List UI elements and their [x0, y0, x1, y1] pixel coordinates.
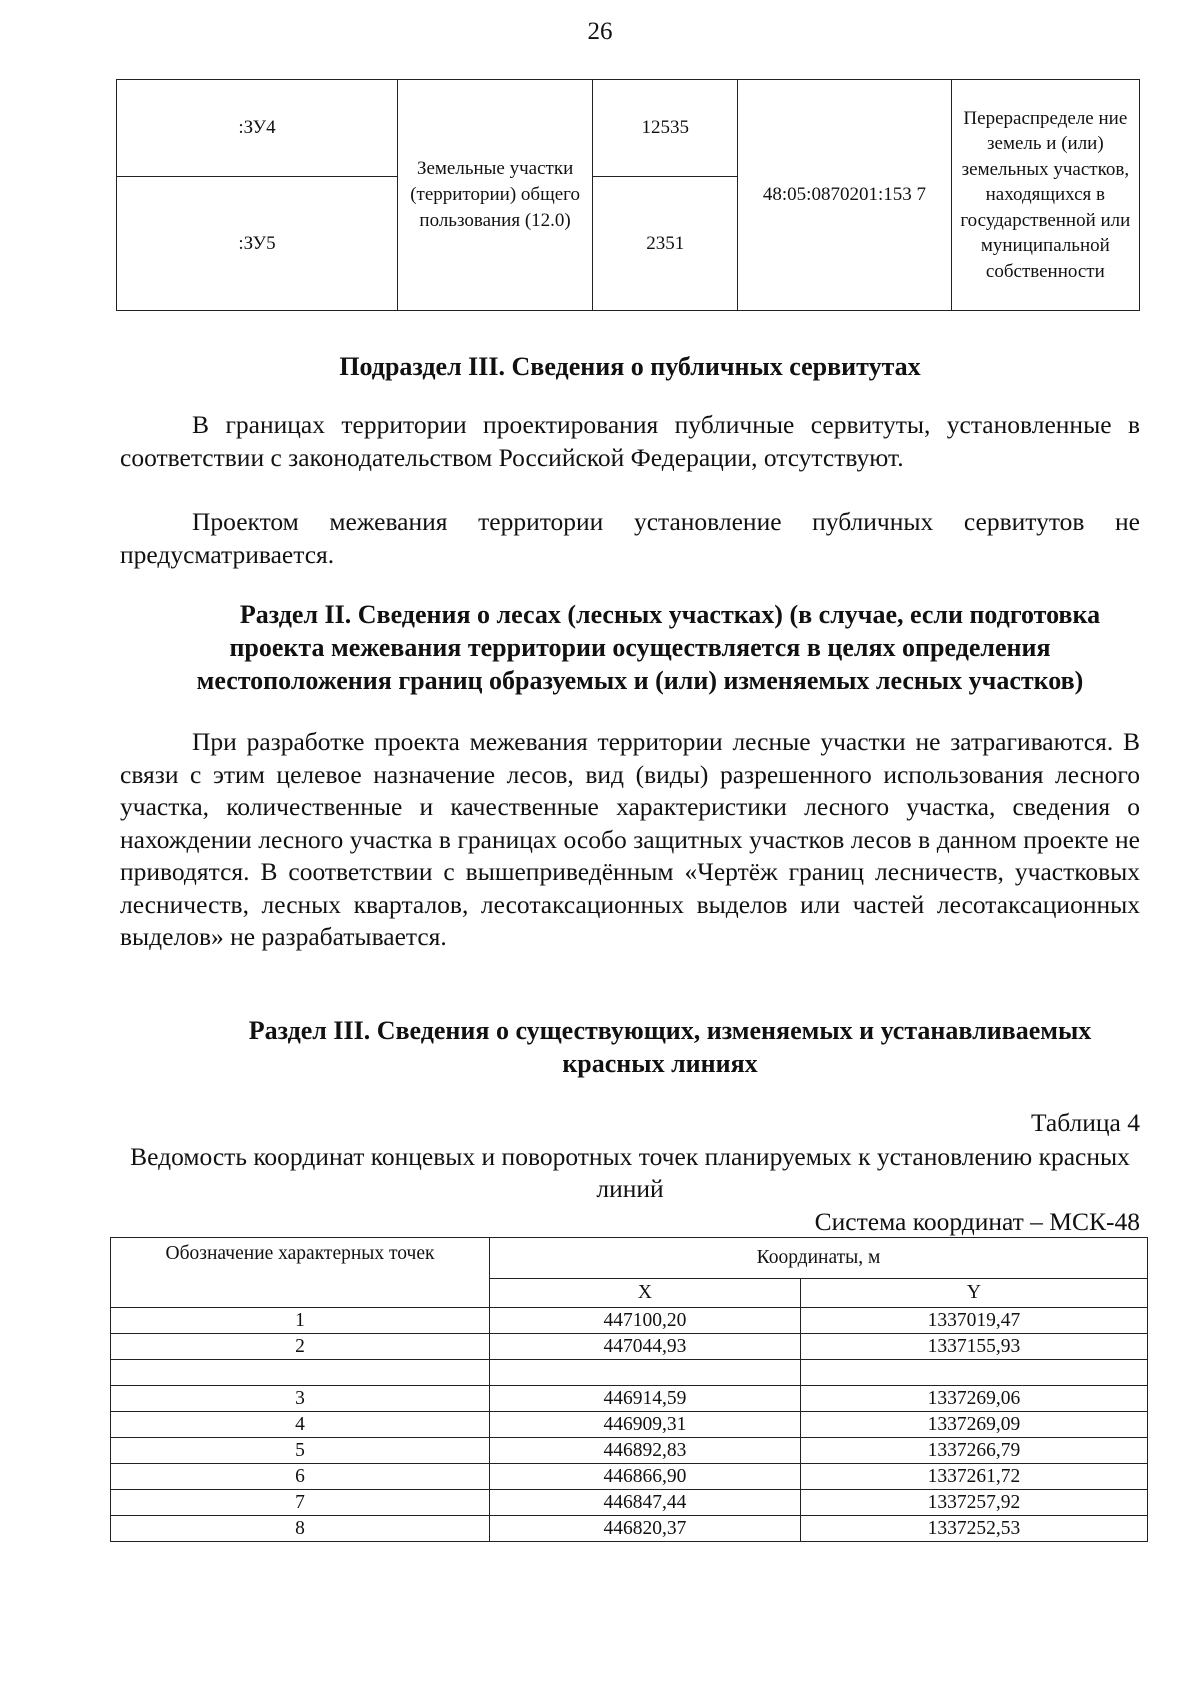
y-cell: 1337155,93: [800, 1334, 1147, 1360]
table-row: [111, 1308, 1148, 1334]
coordinates-table: [110, 1237, 1148, 1542]
x-cell: 447100,20: [490, 1308, 801, 1334]
y-cell: [800, 1360, 1147, 1386]
x-cell: 446866,90: [490, 1464, 801, 1490]
method-cell: Перераспределе ние земель и (или) земельных участков, находящихся в государственной или муниципальной собственности: [951, 80, 1139, 311]
servitudes-paragraph-2: Проектом межевания территории установление публичных сервитутов не предусматривается.: [120, 507, 1140, 569]
table-row: [111, 1490, 1148, 1516]
point-cell: 4: [111, 1412, 490, 1438]
table-row: [111, 1386, 1148, 1412]
points-header: Обозначение характерных точек: [111, 1238, 490, 1308]
point-cell: [111, 1360, 490, 1386]
table-row: [111, 1438, 1148, 1464]
table-title: Ведомость координат концевых и поворотных точек планируемых к установлению красных линий: [130, 1142, 1130, 1203]
x-cell: 446847,44: [490, 1490, 801, 1516]
plot-label-cell: :ЗУ5: [117, 177, 398, 311]
table-row: [111, 1334, 1148, 1360]
table-row: [111, 1516, 1148, 1542]
y-header: Y: [800, 1279, 1147, 1308]
area-cell: 12535: [593, 80, 738, 177]
y-cell: 1337269,09: [800, 1412, 1147, 1438]
table-row: [117, 80, 1140, 177]
x-cell: 446892,83: [490, 1438, 801, 1464]
x-header: X: [490, 1279, 801, 1308]
x-cell: 446909,31: [490, 1412, 801, 1438]
cadastral-cell: 48:05:0870201:153 7: [738, 80, 951, 311]
x-cell: 447044,93: [490, 1334, 801, 1360]
forests-paragraph: При разработке проекта межевания территории лесные участки не затрагиваются. В связи с этим целевое назначение лесов, вид (виды) разрешенного использования лесного участка, количественные и качественные характеристики лесного участка, сведения о нахождении лесного участка в границах особо защитных участков лесов в данном проекте не приводятся. В соответствии с вышеприведённым «Чертёж границ лесничеств, участковых лесничеств, лесных кварталов, лесотаксационных выделов или частей лесотаксационных выделов» не разрабатывается.: [120, 727, 1140, 951]
y-cell: 1337257,92: [800, 1490, 1147, 1516]
table-caption: Таблица 4: [1030, 1108, 1140, 1137]
y-cell: 1337266,79: [800, 1438, 1147, 1464]
servitudes-paragraph-1: В границах территории проектирования публичные сервитуты, установленные в соответствии с законодательством Российской Федерации, отсутствуют.: [120, 410, 1140, 472]
coordinate-system: Система координат – МСК-48: [814, 1207, 1140, 1236]
page-number: 26: [587, 18, 613, 45]
red-lines-heading: Раздел III. Сведения о существующих, изменяемых и устанавливаемых красных линиях: [248, 1016, 1092, 1078]
table-row: [111, 1464, 1148, 1490]
x-cell: 446820,37: [490, 1516, 801, 1542]
y-cell: 1337269,06: [800, 1386, 1147, 1412]
table-row: [111, 1412, 1148, 1438]
y-cell: 1337019,47: [800, 1308, 1147, 1334]
area-cell: 2351: [593, 177, 738, 311]
point-cell: 8: [111, 1516, 490, 1542]
point-cell: 5: [111, 1438, 490, 1464]
point-cell: 6: [111, 1464, 490, 1490]
point-cell: 1: [111, 1308, 490, 1334]
land-plots-table: [116, 79, 1140, 311]
x-cell: 446914,59: [490, 1386, 801, 1412]
table-row: [111, 1360, 1148, 1386]
x-cell: [490, 1360, 801, 1386]
forests-heading: Раздел II. Сведения о лесах (лесных участках) (в случае, если подготовка проекта межевания территории осуществляется в целях определения местоположения границ образуемых и (или) изменяемых лесных участков): [196, 600, 1101, 695]
point-cell: 7: [111, 1490, 490, 1516]
servitudes-heading: Подраздел III. Сведения о публичных сервитутах: [339, 352, 921, 381]
coords-header: Координаты, м: [490, 1238, 1148, 1279]
point-cell: 2: [111, 1334, 490, 1360]
point-cell: 3: [111, 1386, 490, 1412]
category-cell: Земельные участки (территории) общего пользования (12.0): [397, 80, 592, 311]
y-cell: 1337261,72: [800, 1464, 1147, 1490]
table-header-row: [111, 1238, 1148, 1279]
y-cell: 1337252,53: [800, 1516, 1147, 1542]
plot-label-cell: :ЗУ4: [117, 80, 398, 177]
